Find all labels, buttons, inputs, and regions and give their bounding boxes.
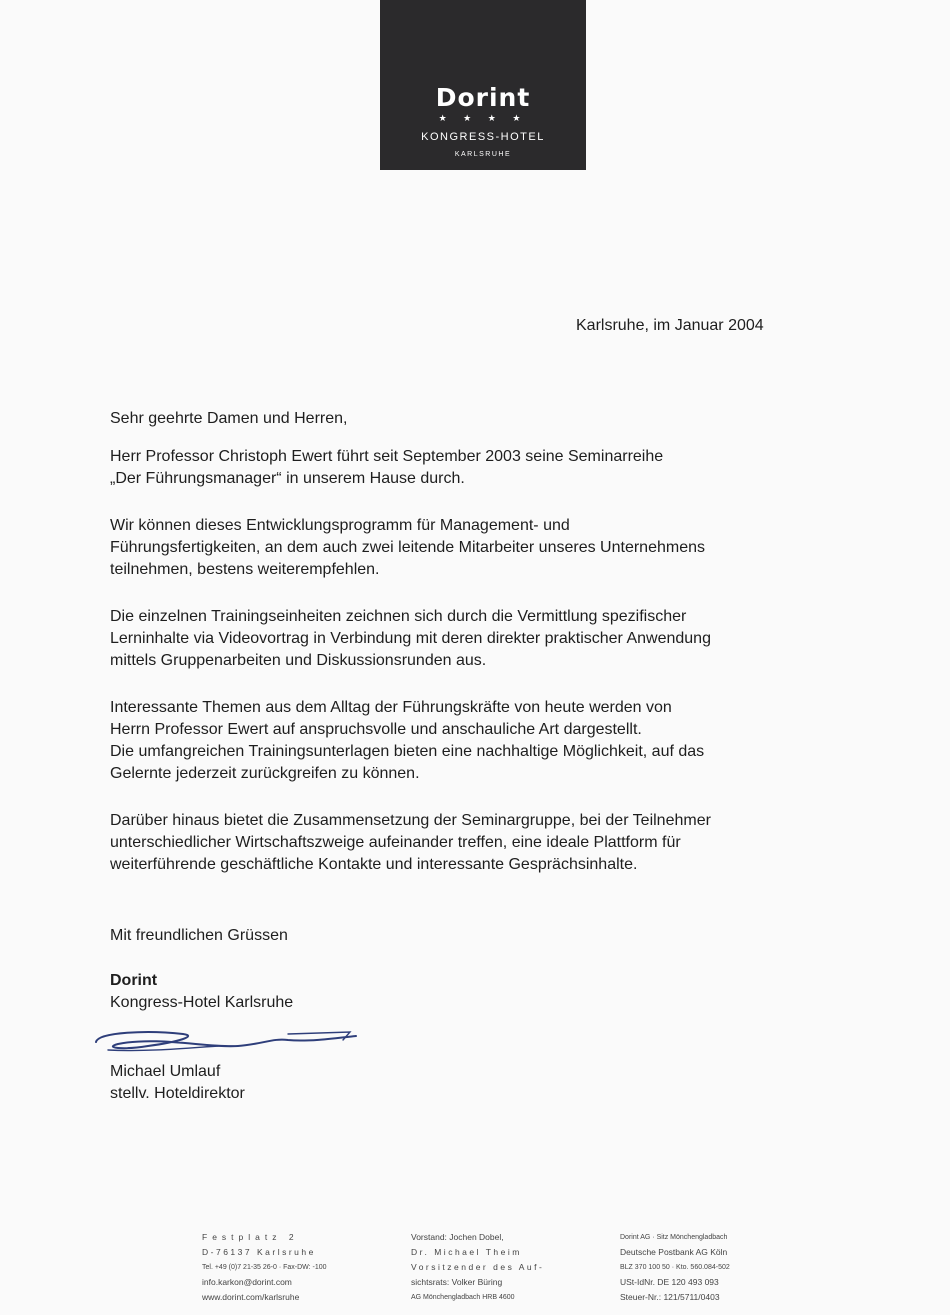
- paragraph-line: Interessante Themen aus dem Alltag der Führungskräfte von heute werden von: [110, 699, 672, 716]
- paragraph-1: [110, 446, 870, 490]
- paragraph-line: Die umfangreichen Trainingsunterlagen bieten eine nachhaltige Möglichkeit, auf das: [110, 743, 705, 760]
- paragraph-line: Herrn Professor Ewert auf anspruchsvolle und anschauliche Art dargestellt.: [110, 721, 642, 738]
- paragraph-line: Darüber hinaus bietet die Zusammensetzung der Seminargruppe, bei der Teilnehmer: [110, 812, 711, 829]
- footer-line: Vorstand: Jochen Dobel,: [411, 1232, 504, 1242]
- paragraph-4: [110, 697, 870, 785]
- paragraph-line: „Der Führungsmanager“ in unserem Hause durch.: [110, 470, 465, 487]
- paragraph-line: Die einzelnen Trainingseinheiten zeichnen sich durch die Vermittlung spezifischer: [110, 608, 687, 625]
- footer-address: [202, 1230, 327, 1305]
- logo-subtitle: KONGRESS-HOTEL: [421, 131, 545, 143]
- letter-body: [110, 408, 870, 901]
- closing: Mit freundlichen Grüssen: [110, 927, 288, 944]
- paragraph-line: unterschiedlicher Wirtschaftszweige aufeinander treffen, eine ideale Plattform für: [110, 834, 681, 851]
- paragraph-line: Gelernte jederzeit zurückgreifen zu können.: [110, 765, 420, 782]
- footer-line: USt-IdNr. DE 120 493 093: [620, 1277, 719, 1287]
- paragraph-line: Lerninhalte via Videovortrag in Verbindung mit deren direkter praktischer Anwendung: [110, 630, 711, 647]
- logo-stars: ★ ★ ★ ★: [438, 113, 528, 123]
- paragraph-line: Führungsfertigkeiten, an dem auch zwei leitende Mitarbeiter unseres Unternehmens: [110, 539, 705, 556]
- footer-line: www.dorint.com/karlsruhe: [202, 1292, 300, 1302]
- logo-brand-name: Dorint: [435, 83, 531, 112]
- footer-board: [411, 1230, 544, 1305]
- letter-date: Karlsruhe, im Januar 2004: [576, 317, 764, 334]
- footer-line: Vorsitzender des Auf-: [411, 1262, 545, 1272]
- signer-name: Michael Umlauf: [110, 1063, 221, 1080]
- paragraph-line: weiterführende geschäftliche Kontakte und interessante Gesprächsinhalte.: [110, 856, 638, 873]
- salutation: Sehr geehrte Damen und Herren,: [110, 410, 348, 427]
- handwritten-signature: [88, 1012, 368, 1062]
- footer-line: Dr. Michael Theim: [411, 1247, 522, 1257]
- paragraph-line: Wir können dieses Entwicklungsprogramm für Management- und: [110, 517, 570, 534]
- footer-line: Tel. +49 (0)7 21-35 26-0 · Fax-DW: -100: [202, 1264, 327, 1271]
- hotel-logo: [380, 0, 586, 170]
- footer-line: Steuer-Nr.: 121/5711/0403: [620, 1292, 720, 1302]
- paragraph-2: [110, 515, 870, 581]
- footer-line: info.karkon@dorint.com: [202, 1277, 292, 1287]
- paragraph-line: mittels Gruppenarbeiten und Diskussionsrunden aus.: [110, 652, 487, 669]
- footer-line: Festplatz 2: [202, 1232, 299, 1242]
- logo-city: KARLSRUHE: [454, 151, 512, 158]
- paragraph-5: [110, 810, 870, 876]
- sender-company: Dorint: [110, 972, 158, 989]
- paragraph-3: [110, 606, 870, 672]
- footer-line: BLZ 370 100 50 · Kto. 560.084-502: [620, 1264, 730, 1271]
- footer-line: Deutsche Postbank AG Köln: [620, 1247, 728, 1257]
- footer-line: Dorint AG · Sitz Mönchengladbach: [620, 1234, 728, 1241]
- footer-company-info: [620, 1230, 730, 1305]
- paragraph-line: Herr Professor Christoph Ewert führt seit September 2003 seine Seminarreihe: [110, 448, 664, 465]
- sender-hotel: Kongress-Hotel Karlsruhe: [110, 994, 294, 1011]
- footer-line: D-76137 Karlsruhe: [202, 1247, 316, 1257]
- paragraph-line: teilnehmen, bestens weiterempfehlen.: [110, 561, 380, 578]
- footer-line: AG Mönchengladbach HRB 4600: [411, 1294, 515, 1301]
- signer-title: stellv. Hoteldirektor: [110, 1085, 245, 1102]
- footer-line: sichtsrats: Volker Büring: [411, 1277, 503, 1287]
